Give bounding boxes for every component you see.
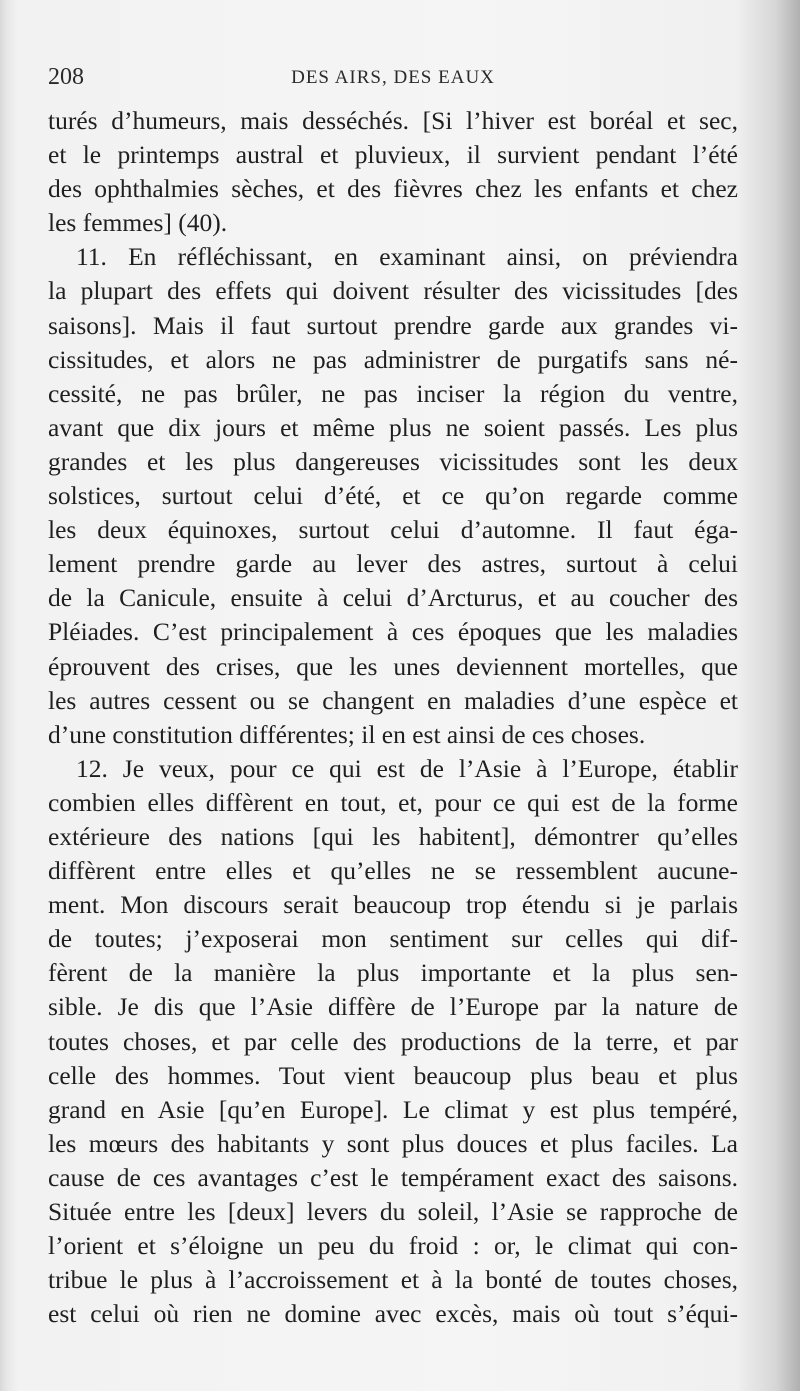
text-line: celle des hommes. Tout vient beaucoup plus beau et plus [48,1060,738,1090]
text-line: ment. Mon discours serait beaucoup trop étendu si je parlais [48,890,738,920]
text-line: les autres cessent ou se changent en maladies d’une espèce et [48,685,738,715]
text-line: sible. Je dis que l’Asie diffère de l’Europe par la nature de [48,992,738,1022]
text-line: avant que dix jours et même plus ne soient passés. Les plus [48,412,738,442]
text-line: toutes choses, et par celle des productions de la terre, et par [48,1026,738,1056]
text-line: saisons]. Mais il faut surtout prendre garde aux grandes vi- [48,310,738,340]
text-line: grand en Asie [qu’en Europe]. Le climat y est plus tempéré, [48,1094,738,1124]
text-line: les deux équinoxes, surtout celui d’automne. Il faut éga- [48,515,738,545]
text-line: diffèrent entre elles et qu’elles ne se ressemblent aucune- [48,856,738,886]
text-line: de toutes; j’exposerai mon sentiment sur celles qui dif- [48,924,738,954]
text-line: les mœurs des habitants y sont plus douces et plus faciles. La [48,1128,738,1158]
text-line: extérieure des nations [qui les habitent], démontrer qu’elles [48,821,738,851]
text-line: éprouvent des crises, que les unes deviennent mortelles, que [48,651,738,681]
text-line: combien elles diffèrent en tout, et, pour ce qui est de la forme [48,787,738,817]
text-line: est celui où rien ne domine avec excès, mais où tout s’équi- [48,1299,738,1329]
text-line: Située entre les [deux] levers du soleil, l’Asie se rapproche de [48,1197,738,1226]
text-line: fèrent de la manière la plus importante et la plus sen- [48,958,738,988]
text-line: d’une constitution différentes; il en est ainsi de ces choses. [48,719,646,749]
text-line: les femmes] (40). [48,208,228,238]
text-line: la plupart des effets qui doivent résulter des vicissitudes [des [48,276,738,306]
text-line: 12. Je veux, pour ce qui est de l’Asie à l’Europe, établir [76,753,738,783]
text-line: de la Canicule, ensuite à celui d’Arcturus, et au coucher des [48,583,738,613]
text-line: cause de ces avantages c’est le tempérament exact des saisons. [48,1162,738,1192]
running-title: DES AIRS, DES EAUX [291,67,495,88]
text-line: cessité, ne pas brûler, ne pas inciser la région du ventre, [48,378,738,408]
text-line: et le printemps austral et pluvieux, il survient pendant l’été [48,140,738,170]
text-line: solstices, surtout celui d’été, et ce qu’on regarde comme [48,481,738,511]
text-line: turés d’humeurs, mais desséchés. [Si l’hiver est boréal et sec, [48,106,738,135]
text-line: tribue le plus à l’accroissement et à la bonté de toutes choses, [48,1265,738,1295]
text-line: 11. En réfléchissant, en examinant ainsi, on préviendra [76,242,738,272]
text-line: l’orient et s’éloigne un peu du froid : or, le climat qui con- [48,1231,738,1261]
text-line: lement prendre garde au lever des astres, surtout à celui [48,549,738,579]
page-number: 208 [48,64,84,90]
text-line: grandes et les plus dangereuses vicissitudes sont les deux [48,446,738,476]
text-line: Pléiades. C’est principalement à ces époques que les maladies [48,617,738,647]
body-text [48,104,738,1331]
page-header [48,64,738,98]
text-line: des ophthalmies sèches, et des fièvres chez les enfants et chez [48,174,738,204]
text-line: cissitudes, et alors ne pas administrer de purgatifs sans né- [48,344,738,374]
